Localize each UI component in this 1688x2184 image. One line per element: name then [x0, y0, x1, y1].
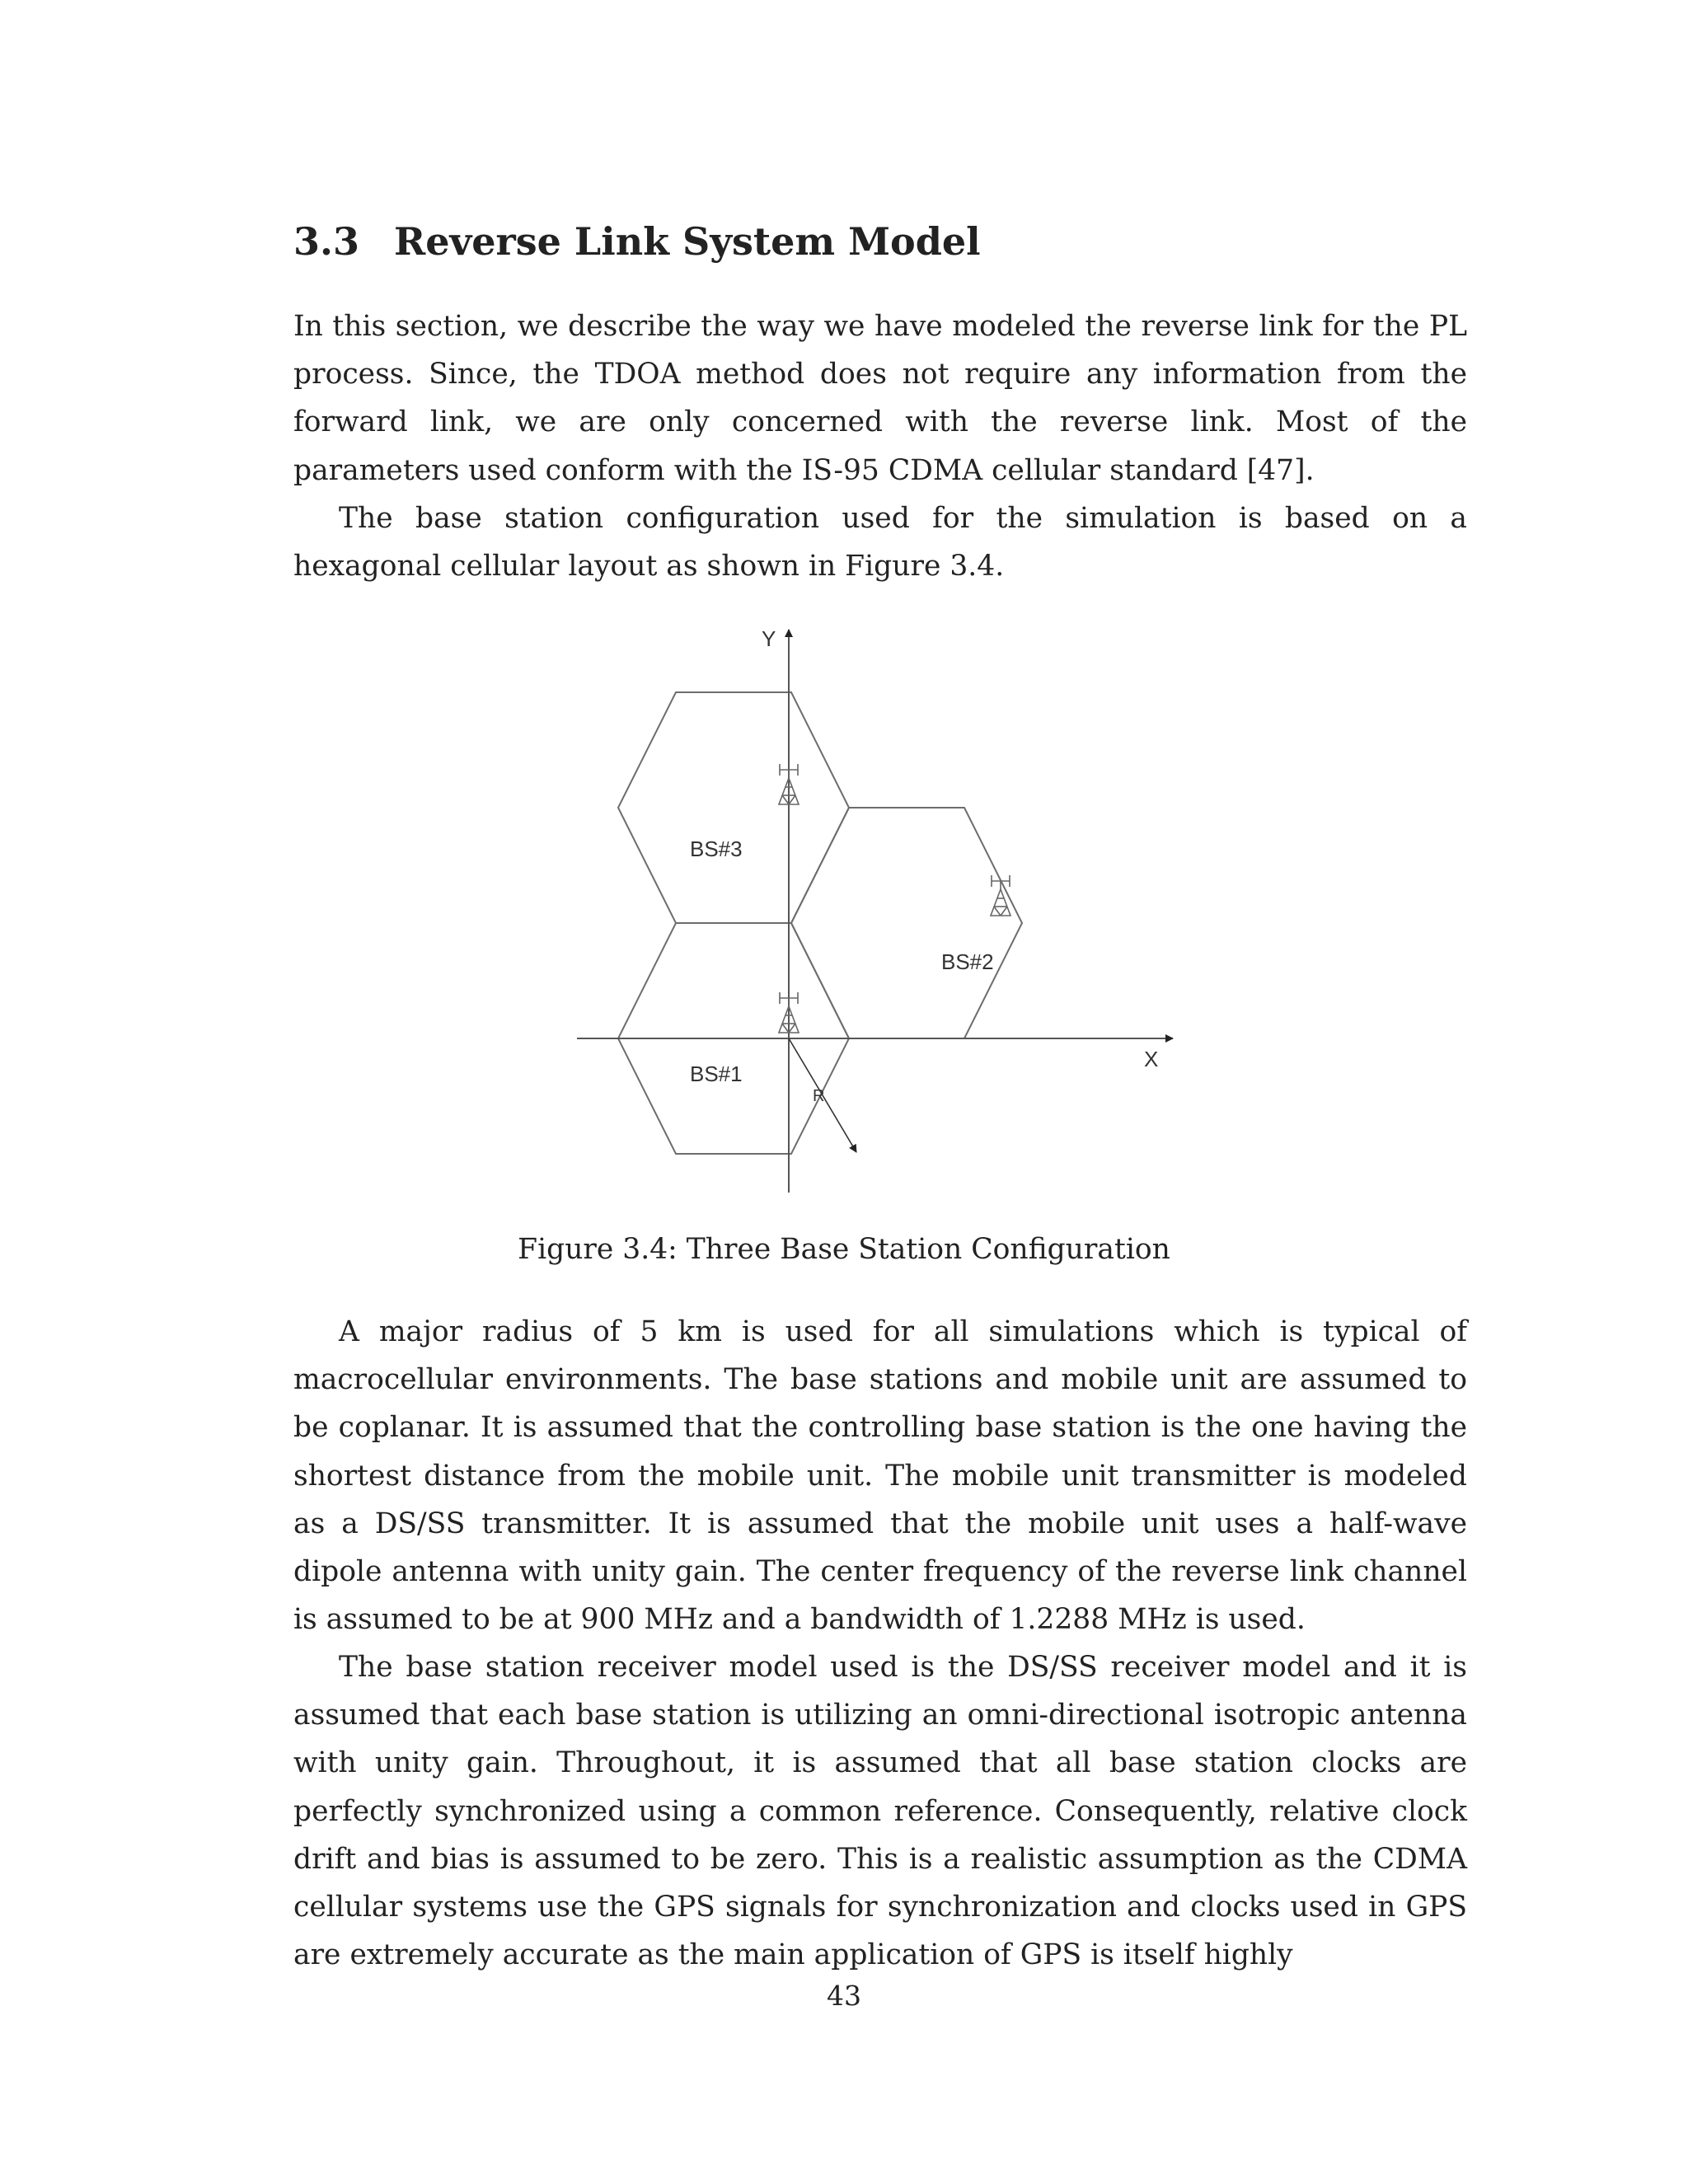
section-heading — [293, 219, 981, 265]
paragraph-receiver: The base station receiver model used is the DS/SS receiver model and it is assumed that each base station is utilizing an omni-directional isotropic antenna with unity gain. Throughout, it is assumed that all base station clocks are perfectly synchronized using a common reference. Consequently, relative clock drift and bias is assumed to be zero. This is a realistic assumption as the CDMA cellular systems use the GPS signals for synchronization and clocks used in GPS are extremely accurate as the main application of GPS is itself highly — [293, 1651, 1467, 1972]
figure-hexagonal-layout — [577, 610, 1187, 1203]
x-axis-label: X — [1144, 1047, 1159, 1071]
paragraph-radius: A major radius of 5 km is used for all simulations which is typical of macrocellular environments. The base stations and mobile unit are assumed to be coplanar. It is assumed that the controlling base station is the one having the shortest distance from the mobile unit. The mobile unit transmitter is modeled as a DS/SS transmitter. It is assumed that the mobile unit uses a half-wave dipole antenna with unity gain. The center frequency of the reverse link channel is assumed to be at 900 MHz and a bandwidth of 1.2288 MHz is used. — [293, 1315, 1467, 1637]
cell-bs3-hexagon — [618, 692, 849, 923]
figure-caption: Figure 3.4: Three Base Station Configuration — [518, 1233, 1170, 1266]
bs1-label: BS#1 — [690, 1062, 743, 1086]
paragraph-configuration: The base station configuration used for the simulation is based on a hexagonal cellular layout as shown in Figure 3.4. — [293, 502, 1467, 583]
radius-label: R — [813, 1087, 825, 1105]
cell-bs2-hexagon — [791, 808, 1022, 1038]
page-number: 43 — [827, 1980, 861, 2012]
bs3-label: BS#3 — [690, 837, 743, 861]
paragraph-intro: In this section, we describe the way we have modeled the reverse link for the PL process. Since, the TDOA method does not require any information from the forward link, we are only concerned with the reverse link. Most of the parameters used conform with the IS-95 CDMA cellular standard [47]. — [293, 310, 1467, 487]
section-number: 3.3 — [293, 219, 360, 264]
cell-layout-diagram — [577, 610, 1187, 1203]
bs2-label: BS#2 — [941, 949, 994, 974]
section-title: Reverse Link System Model — [394, 219, 981, 264]
y-axis-label: Y — [762, 626, 776, 651]
